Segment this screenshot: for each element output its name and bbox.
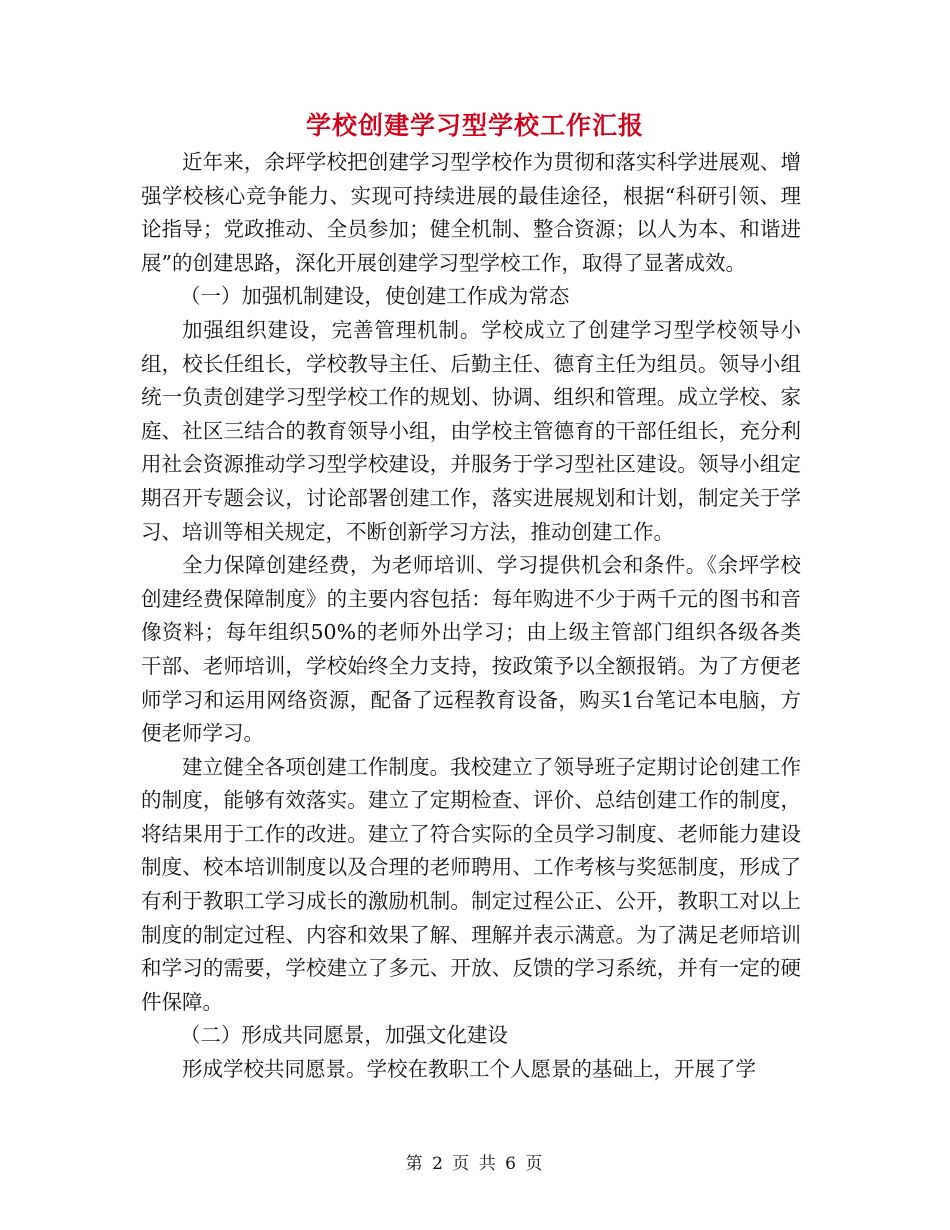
paragraph-organization: 加强组织建设，完善管理机制。学校成立了创建学习型学校领导小组，校长任组长，学校教导主任、后勤主任、德育主任为组员。领导小组统一负责创建学习型学校工作的规划、协调、组织和管理。成立学校、家庭、社区三结合的教育领导小组，由学校主管德育的干部任组长，充分利用社会资源推动学习型学校建设，并服务于学习型社区建设。领导小组定期召开专题会议，讨论部署创建工作，落实进展规划和计划，制定关于学习、培训等相关规定，不断创新学习方法，推动创建工作。	[141, 317, 801, 544]
paragraph-intro: 近年来，余坪学校把创建学习型学校作为贯彻和落实科学进展观、增强学校核心竞争能力、实现可持续进展的最佳途径，根据“科研引领、理论指导；党政推动、全员参加；健全机制、整合资源；以人为本、和谐进展”的创建思路，深化开展创建学习型学校工作，取得了显著成效。	[141, 150, 801, 275]
document-title: 学校创建学习型学校工作汇报	[305, 111, 644, 140]
page-number-footer: 第 2 页 共 6 页	[405, 1154, 545, 1174]
section-heading-2: （二）形成共同愿景，加强文化建设	[179, 1023, 508, 1048]
section-heading-1: （一）加强机制建设，使创建工作成为常态	[179, 284, 570, 309]
paragraph-vision: 形成学校共同愿景。学校在教职工个人愿景的基础上，开展了学	[182, 1057, 756, 1082]
document-body	[141, 146, 801, 1087]
paragraph-systems: 建立健全各项创建工作制度。我校建立了领导班子定期讨论创建工作的制度，能够有效落实。建立了定期检查、评价、总结创建工作的制度，将结果用于工作的改进。建立了符合实际的全员学习制度、老师能力建设制度、校本培训制度以及合理的老师聘用、工作考核与奖惩制度，形成了有利于教职工学习成长的激励机制。制定过程公正、公开，教职工对以上制度的制定过程、内容和效果了解、理解并表示满意。为了满足老师培训和学习的需要，学校建立了多元、开放、反馈的学习系统，并有一定的硬件保障。	[141, 754, 801, 1014]
paragraph-funding: 全力保障创建经费，为老师培训、学习提供机会和条件。《余坪学校创建经费保障制度》的主要内容包括：每年购进不少于两千元的图书和音像资料；每年组织50%的老师外出学习；由上级主管部门组织各级各类干部、老师培训，学校始终全力支持，按政策予以全额报销。为了方便老师学习和运用网络资源，配备了远程教育设备，购买1台笔记本电脑，方便老师学习。	[141, 553, 801, 746]
